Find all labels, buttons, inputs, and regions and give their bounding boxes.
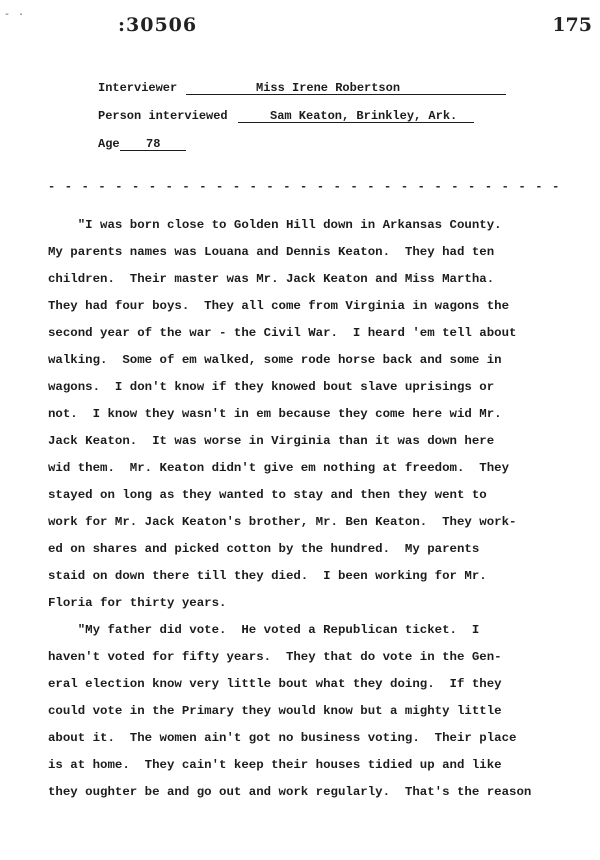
person-interviewed-label: Person interviewed bbox=[98, 109, 228, 123]
interviewer-value: Miss Irene Robertson bbox=[256, 81, 401, 95]
body-line: second year of the war - the Civil War. I heard 'em tell about bbox=[48, 326, 517, 340]
body-line: They had four boys. They all come from Virginia in wagons the bbox=[48, 299, 510, 313]
dashed-divider: - - - - - - - - - - - - - - - - - - - - - - - - - - - - - - - bbox=[48, 180, 561, 194]
body-line: ed on shares and picked cotton by the hundred. My parents bbox=[48, 542, 480, 556]
page-number: 175 bbox=[552, 14, 592, 36]
interview-body bbox=[48, 212, 568, 806]
age-label: Age bbox=[98, 137, 120, 151]
corner-mark: - · bbox=[4, 10, 26, 21]
person-interviewed-value: Sam Keaton, Brinkley, Ark. bbox=[270, 109, 458, 123]
body-line: haven't voted for fifty years. They that do vote in the Gen- bbox=[48, 650, 502, 664]
body-line: could vote in the Primary they would know but a mighty little bbox=[48, 704, 502, 718]
body-line: staid on down there till they died. I been working for Mr. bbox=[48, 569, 487, 583]
age-value: 78 bbox=[146, 137, 161, 151]
body-line: My parents names was Louana and Dennis Keaton. They had ten bbox=[48, 245, 495, 259]
body-line: not. I know they wasn't in em because they come here wid Mr. bbox=[48, 407, 502, 421]
interview-header bbox=[98, 80, 458, 164]
body-line: walking. Some of em walked, some rode horse back and some in bbox=[48, 353, 502, 367]
body-line: "I was born close to Golden Hill down in Arkansas County. bbox=[48, 218, 502, 232]
document-number: :30506 bbox=[118, 14, 198, 36]
interviewer-row bbox=[98, 80, 401, 108]
age-row bbox=[98, 136, 228, 164]
body-line: eral election know very little bout what they doing. If they bbox=[48, 677, 502, 691]
interviewer-label: Interviewer bbox=[98, 81, 178, 95]
body-line: about it. The women ain't got no business voting. Their place bbox=[48, 731, 517, 745]
body-line: "My father did vote. He voted a Republican ticket. I bbox=[48, 623, 480, 637]
body-line: work for Mr. Jack Keaton's brother, Mr. Ben Keaton. They work- bbox=[48, 515, 517, 529]
body-line: Floria for thirty years. bbox=[48, 596, 227, 610]
body-line: children. Their master was Mr. Jack Keaton and Miss Martha. bbox=[48, 272, 495, 286]
body-line: they oughter be and go out and work regularly. That's the reason bbox=[48, 785, 532, 799]
body-line: wagons. I don't know if they knowed bout slave uprisings or bbox=[48, 380, 495, 394]
body-line: stayed on long as they wanted to stay and then they went to bbox=[48, 488, 487, 502]
person-interviewed-row bbox=[98, 108, 458, 136]
body-line: is at home. They cain't keep their houses tidied up and like bbox=[48, 758, 502, 772]
body-line: wid them. Mr. Keaton didn't give em nothing at freedom. They bbox=[48, 461, 510, 475]
body-line: Jack Keaton. It was worse in Virginia than it was down here bbox=[48, 434, 495, 448]
